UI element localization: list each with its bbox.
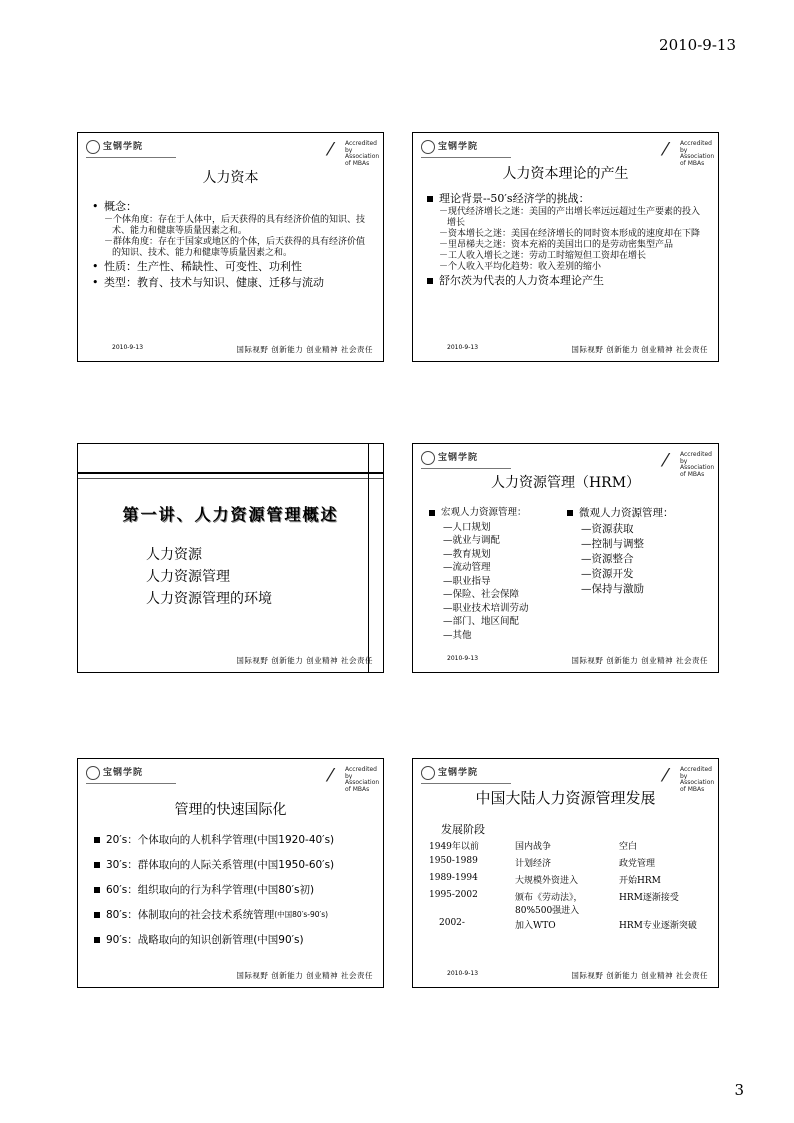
slide-title: 管理的快速国际化 <box>174 802 287 818</box>
list-item: —资源开发 <box>581 568 634 580</box>
slide-date: 2010-9-13 <box>447 655 479 662</box>
list-item: 90′s：战略取向的知识创新管理(中国90′s) <box>94 927 334 952</box>
sub-item: －群体角度：存在于国家或地区的个体，后天获得的具有经济价值的知识、技术、能力和健康等质量因素之和。 <box>104 237 366 258</box>
seal-icon <box>86 766 100 780</box>
sub-item: －资本增长之迷：美国在经济增长的同时资本形成的速度却在下降 <box>439 229 701 239</box>
list-item: —职业技术培训劳动 <box>443 602 529 614</box>
amba-accreditation-logo: ⁄ Accredited by Association of MBAs <box>329 765 380 793</box>
seal-icon <box>86 140 100 154</box>
sub-item: －工人收入增长之迷：劳动工时缩短但工资却在增长 <box>439 251 647 261</box>
school-logo: 宝钢学院 <box>421 139 478 154</box>
table-row: 2002- 加入WTO HRM专业逐渐突破 <box>439 918 697 931</box>
list-item: —保险、社会保障 <box>443 589 520 600</box>
list-item: —人口规划 <box>443 521 491 533</box>
list-item: 人力资源 <box>146 547 202 563</box>
list-item: 30′s：群体取向的人际关系管理(中国1950-60′s) <box>94 852 334 877</box>
slide-chapter-title <box>77 443 384 673</box>
school-logo: 宝钢学院 <box>421 450 478 465</box>
bullet-item: • 概念： <box>92 200 137 213</box>
chapter-title: 第一讲、人力资源管理概述 <box>122 505 339 524</box>
slide-hrm <box>412 443 719 673</box>
divider <box>421 468 511 469</box>
sub-item: －现代经济增长之迷：美国的产出增长率远远超过生产要素的投入增长 <box>439 207 701 228</box>
list-item: —资源获取 <box>581 523 634 535</box>
list-item: 人力资源管理 <box>146 569 230 585</box>
page-date: 2010-9-13 <box>659 36 736 54</box>
divider <box>421 157 511 158</box>
slide-footer: 国际视野 创新能力 创业精神 社会责任 <box>571 345 708 354</box>
table-row: 1989-1994 大规模外资进入 开始HRM <box>429 873 661 886</box>
list-item: —部门、地区间配 <box>443 616 520 627</box>
divider <box>78 472 383 474</box>
sub-item: －个体角度：存在于人体中，后天获得的具有经济价值的知识、技术、能力和健康等质量因素之和。 <box>104 215 366 236</box>
table-row: 1995-2002 颁布《劳动法》，80%500强进入 HRM逐渐接受 <box>429 890 679 916</box>
seal-icon <box>421 451 435 465</box>
slide-title: 人力资源管理（HRM） <box>490 475 641 491</box>
development-table <box>429 839 709 935</box>
school-logo: 宝钢学院 <box>86 765 143 780</box>
slide-title: 中国大陆人力资源管理发展 <box>475 789 656 807</box>
divider <box>78 478 383 479</box>
page-number: 3 <box>734 1081 744 1099</box>
divider <box>368 444 383 672</box>
list-item: 60′s：组织取向的行为科学管理(中国80′s初) <box>94 877 334 902</box>
seal-icon <box>421 766 435 780</box>
list-item: —控制与调整 <box>581 538 644 550</box>
slide-footer: 国际视野 创新能力 创业精神 社会责任 <box>236 656 373 665</box>
column-heading: 微观人力资源管理： <box>567 506 674 521</box>
list-item: 人力资源管理的环境 <box>146 591 272 607</box>
list-item: —资源整合 <box>581 553 634 565</box>
list-item: —职业指导 <box>443 575 491 587</box>
amba-accreditation-logo: ⁄ Accredited by Association of MBAs <box>664 139 715 167</box>
divider <box>421 783 511 784</box>
sub-item: －个人收入平均化趋势：收入差别的缩小 <box>439 262 602 272</box>
amba-accreditation-logo: ⁄ Accredited by Association of MBAs <box>329 139 380 167</box>
micro-hrm-column <box>567 506 674 597</box>
slide-human-capital-theory <box>412 132 719 362</box>
slide-footer: 国际视野 创新能力 创业精神 社会责任 <box>236 971 373 980</box>
sub-item: －里昂梯夫之迷：资本充裕的美国出口的是劳动密集型产品 <box>439 240 674 250</box>
list-item: —就业与调配 <box>443 535 501 546</box>
slide-footer: 国际视野 创新能力 创业精神 社会责任 <box>571 656 708 665</box>
bullet-item: • 类型：教育、技术与知识、健康、迁移与流动 <box>92 276 324 289</box>
list-item: —保持与激励 <box>581 583 644 595</box>
divider <box>86 157 176 158</box>
section-label: 发展阶段 <box>441 823 485 836</box>
seal-icon <box>421 140 435 154</box>
list-item: —其他 <box>443 629 472 641</box>
slide-title: 人力资本理论的产生 <box>502 166 629 182</box>
amba-accreditation-logo: ⁄ Accredited by Association of MBAs <box>664 450 715 478</box>
school-logo: 宝钢学院 <box>421 765 478 780</box>
slide-human-capital <box>77 132 384 362</box>
list-item: —流动管理 <box>443 562 491 573</box>
slide-date: 2010-9-13 <box>447 970 479 977</box>
slide-footer: 国际视野 创新能力 创业精神 社会责任 <box>236 345 373 354</box>
divider <box>86 783 176 784</box>
slide-internationalization <box>77 758 384 988</box>
slide-date: 2010-9-13 <box>447 344 479 351</box>
list-item: 20′s：个体取向的人机科学管理(中国1920-40′s) <box>94 827 334 852</box>
macro-hrm-column <box>429 506 529 642</box>
school-logo: 宝钢学院 <box>86 139 143 154</box>
bullet-item: 理论背景--50′s经济学的挑战： <box>427 191 708 207</box>
bullet-item: • 性质：生产性、稀缺性、可变性、功利性 <box>92 260 302 273</box>
list-item: —教育规划 <box>443 548 491 560</box>
slide-date: 2010-9-13 <box>112 344 144 351</box>
slide-title: 人力资本 <box>202 170 259 186</box>
table-row: 1950-1989 计划经济 政党管理 <box>429 856 656 869</box>
table-row: 1949年以前 国内战争 空白 <box>429 842 638 852</box>
amba-accreditation-logo: ⁄ Accredited by Association of MBAs <box>664 765 715 793</box>
slide-china-hrm <box>412 758 719 988</box>
list-item: 80′s：体制取向的社会技术系统管理 (中国80′s-90′s) <box>94 902 334 927</box>
bullet-item: 舒尔茨为代表的人力资本理论产生 <box>427 273 708 289</box>
slide-footer: 国际视野 创新能力 创业精神 社会责任 <box>571 971 708 980</box>
column-heading: 宏观人力资源管理： <box>429 506 529 520</box>
